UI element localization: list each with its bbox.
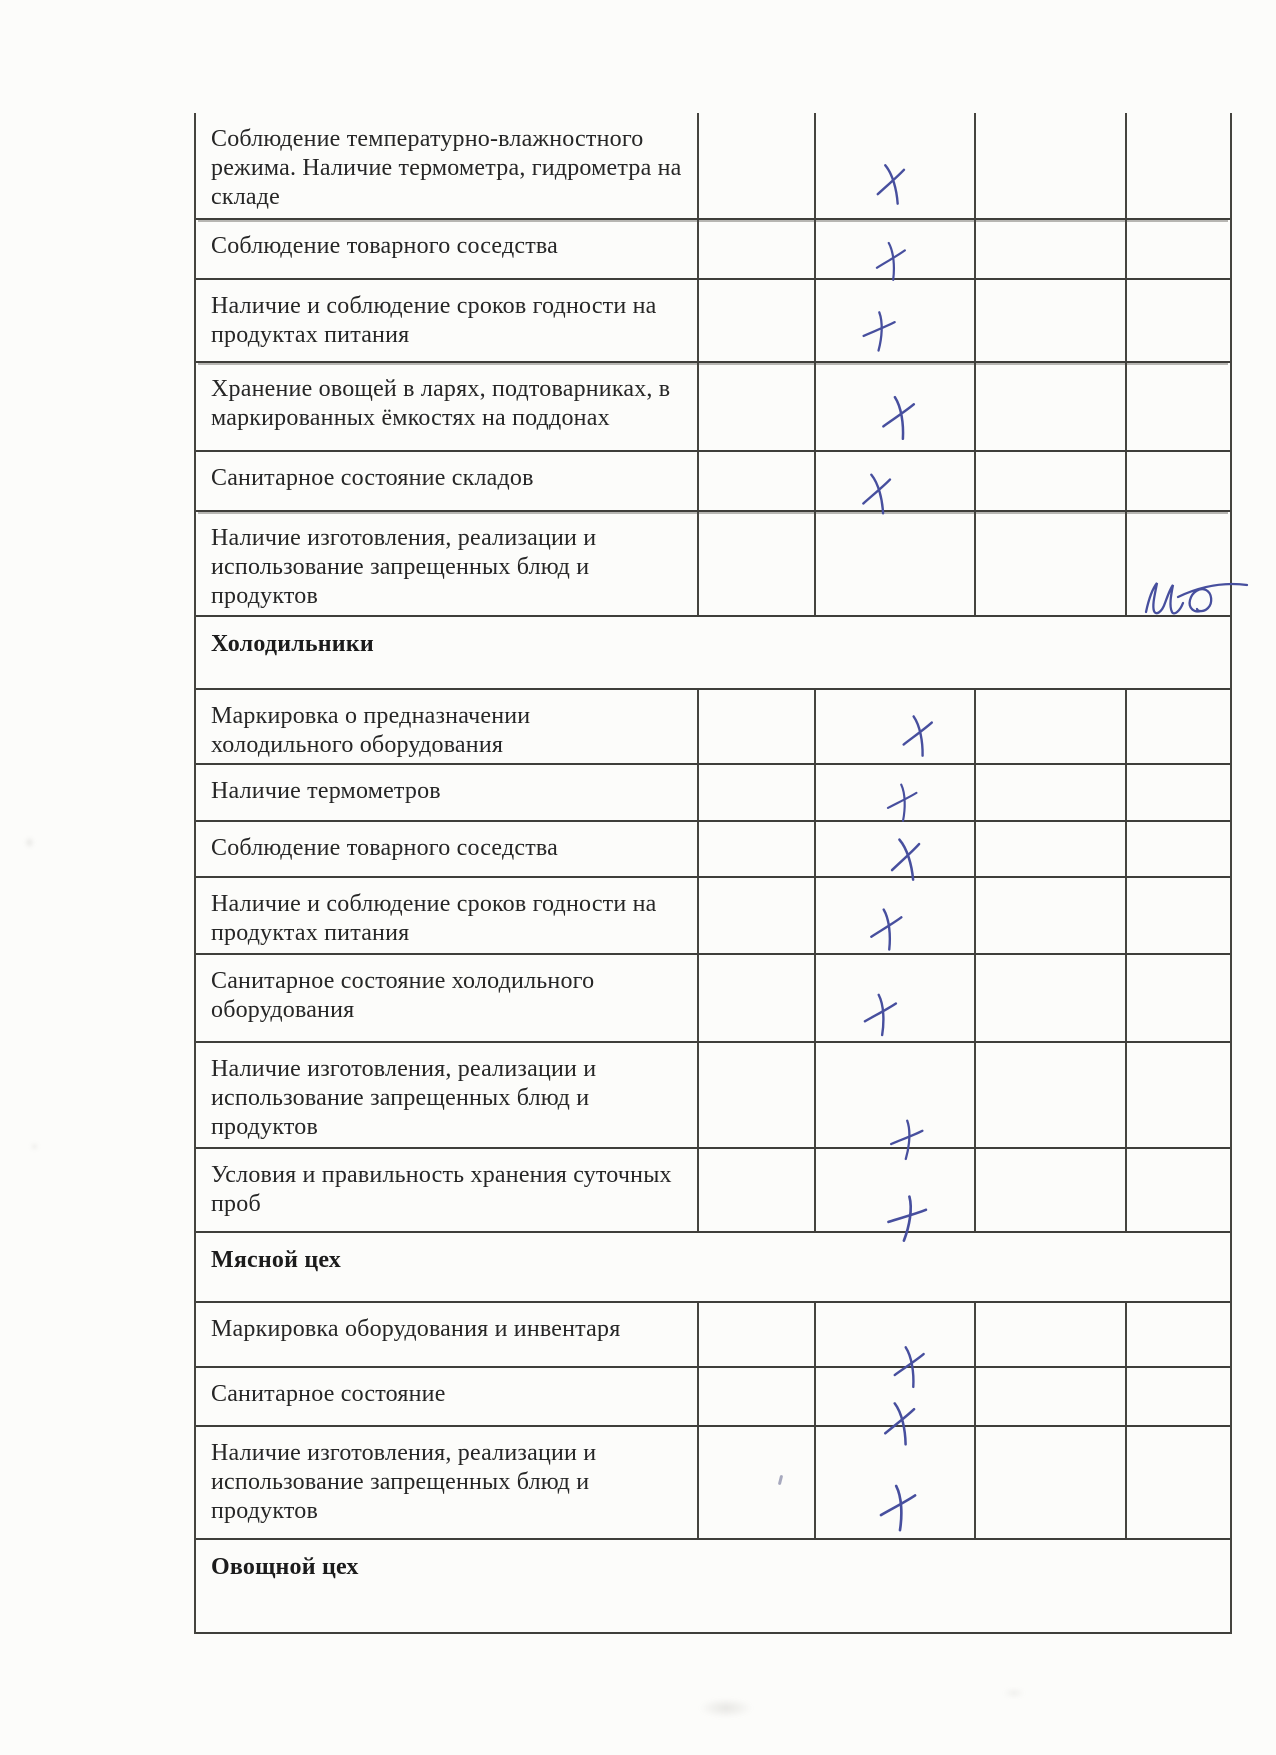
check-cell bbox=[816, 280, 976, 361]
criterion-cell bbox=[196, 878, 699, 953]
criterion-cell bbox=[196, 452, 699, 510]
criterion-text: Маркировка о предназначении холодильного оборудования bbox=[211, 703, 531, 758]
criterion-text: Наличие и соблюдение сроков годности на продуктах питания bbox=[211, 293, 657, 348]
criterion-cell bbox=[196, 1368, 699, 1425]
result-cell-1 bbox=[699, 1149, 816, 1231]
section-header-cell bbox=[196, 1233, 1230, 1301]
criterion-text: Наличие изготовления, реализации и использование запрещенных блюд и продуктов bbox=[211, 525, 597, 609]
result-cell-1 bbox=[699, 690, 816, 763]
result-cell-1 bbox=[699, 220, 816, 278]
result-cell-1 bbox=[699, 1427, 816, 1538]
table-row bbox=[196, 1043, 1230, 1149]
criterion-cell bbox=[196, 1043, 699, 1147]
check-cell bbox=[816, 113, 976, 218]
criterion-text: Санитарное состояние складов bbox=[211, 465, 534, 491]
check-cell bbox=[816, 363, 976, 450]
note-cell bbox=[1127, 878, 1230, 953]
check-cell bbox=[816, 1149, 976, 1231]
result-cell-3 bbox=[976, 765, 1127, 820]
result-cell-1 bbox=[699, 1368, 816, 1425]
result-cell-1 bbox=[699, 878, 816, 953]
result-cell-1 bbox=[699, 512, 816, 615]
criterion-text: Маркировка оборудования и инвентаря bbox=[211, 1316, 621, 1342]
result-cell-3 bbox=[976, 363, 1127, 450]
note-cell bbox=[1127, 1043, 1230, 1147]
table-row bbox=[196, 1303, 1230, 1368]
criterion-cell bbox=[196, 690, 699, 763]
stray-ink-mark bbox=[778, 1475, 783, 1485]
note-cell bbox=[1127, 765, 1230, 820]
note-cell bbox=[1127, 280, 1230, 361]
note-cell bbox=[1127, 220, 1230, 278]
result-cell-1 bbox=[699, 1043, 816, 1147]
check-cell bbox=[816, 1303, 976, 1366]
inspection-table bbox=[194, 113, 1232, 1634]
result-cell-1 bbox=[699, 452, 816, 510]
note-cell bbox=[1127, 113, 1230, 218]
result-cell-3 bbox=[976, 1368, 1127, 1425]
criterion-cell bbox=[196, 512, 699, 615]
criterion-cell bbox=[196, 1427, 699, 1538]
criterion-text: Условия и правильность хранения суточных проб bbox=[211, 1162, 672, 1217]
note-cell bbox=[1127, 452, 1230, 510]
criterion-text: Наличие изготовления, реализации и использование запрещенных блюд и продуктов bbox=[211, 1056, 597, 1140]
section-header-row bbox=[196, 617, 1230, 690]
handwritten-note bbox=[1139, 570, 1264, 622]
result-cell-3 bbox=[976, 1043, 1127, 1147]
table-row bbox=[196, 822, 1230, 878]
table-row bbox=[196, 955, 1230, 1043]
result-cell-3 bbox=[976, 1149, 1127, 1231]
result-cell-3 bbox=[976, 690, 1127, 763]
table-row bbox=[196, 512, 1230, 617]
section-header-row bbox=[196, 1540, 1230, 1634]
scan-smudge bbox=[30, 1142, 39, 1151]
note-cell bbox=[1127, 1427, 1230, 1538]
scan-smudge bbox=[1000, 1686, 1028, 1700]
result-cell-3 bbox=[976, 1427, 1127, 1538]
note-cell bbox=[1127, 1303, 1230, 1366]
note-cell bbox=[1127, 955, 1230, 1041]
result-cell-3 bbox=[976, 113, 1127, 218]
result-cell-3 bbox=[976, 452, 1127, 510]
section-header-text: Холодильники bbox=[211, 631, 374, 657]
check-cell bbox=[816, 512, 976, 615]
criterion-text: Соблюдение товарного соседства bbox=[211, 233, 558, 259]
check-cell bbox=[816, 955, 976, 1041]
check-cell bbox=[816, 878, 976, 953]
table-row bbox=[196, 363, 1230, 452]
criterion-text: Соблюдение товарного соседства bbox=[211, 835, 558, 861]
table-row bbox=[196, 690, 1230, 765]
scan-smudge bbox=[690, 1695, 762, 1721]
check-cell bbox=[816, 220, 976, 278]
section-header-cell bbox=[196, 617, 1230, 688]
result-cell-3 bbox=[976, 822, 1127, 876]
check-cell bbox=[816, 1043, 976, 1147]
check-cell bbox=[816, 690, 976, 763]
check-cell bbox=[816, 1427, 976, 1538]
result-cell-1 bbox=[699, 1303, 816, 1366]
result-cell-1 bbox=[699, 765, 816, 820]
note-cell bbox=[1127, 1149, 1230, 1231]
check-cell bbox=[816, 452, 976, 510]
note-cell bbox=[1127, 690, 1230, 763]
result-cell-3 bbox=[976, 280, 1127, 361]
table-row bbox=[196, 1149, 1230, 1233]
table-row bbox=[196, 878, 1230, 955]
table-row bbox=[196, 113, 1230, 220]
scan-smudge bbox=[24, 836, 35, 849]
criterion-cell bbox=[196, 1303, 699, 1366]
table-row bbox=[196, 765, 1230, 822]
section-header-text: Мясной цех bbox=[211, 1247, 341, 1273]
result-cell-1 bbox=[699, 280, 816, 361]
criterion-cell bbox=[196, 363, 699, 450]
section-header-cell bbox=[196, 1540, 1230, 1632]
criterion-cell bbox=[196, 765, 699, 820]
table-row bbox=[196, 220, 1230, 280]
check-cell bbox=[816, 1368, 976, 1425]
criterion-text: Наличие изготовления, реализации и использование запрещенных блюд и продуктов bbox=[211, 1440, 597, 1524]
criterion-text: Хранение овощей в ларях, подтоварниках, в маркированных ёмкостях на поддонах bbox=[211, 376, 671, 431]
criterion-cell bbox=[196, 220, 699, 278]
table-row bbox=[196, 1368, 1230, 1427]
table-row bbox=[196, 280, 1230, 363]
criterion-cell bbox=[196, 822, 699, 876]
note-cell bbox=[1127, 363, 1230, 450]
check-cell bbox=[816, 822, 976, 876]
section-header-text: Овощной цех bbox=[211, 1554, 359, 1580]
result-cell-3 bbox=[976, 512, 1127, 615]
criterion-text: Наличие термометров bbox=[211, 778, 441, 804]
result-cell-3 bbox=[976, 955, 1127, 1041]
table-row bbox=[196, 1427, 1230, 1540]
criterion-text: Санитарное состояние холодильного оборудования bbox=[211, 968, 595, 1023]
result-cell-1 bbox=[699, 363, 816, 450]
note-cell bbox=[1127, 1368, 1230, 1425]
result-cell-1 bbox=[699, 113, 816, 218]
criterion-text: Соблюдение температурно-влажностного режима. Наличие термометра, гидрометра на складе bbox=[211, 126, 682, 210]
note-cell bbox=[1127, 822, 1230, 876]
criterion-cell bbox=[196, 1149, 699, 1231]
result-cell-1 bbox=[699, 822, 816, 876]
result-cell-1 bbox=[699, 955, 816, 1041]
table-row bbox=[196, 452, 1230, 512]
criterion-cell bbox=[196, 280, 699, 361]
check-cell bbox=[816, 765, 976, 820]
section-header-row bbox=[196, 1233, 1230, 1303]
criterion-cell bbox=[196, 955, 699, 1041]
result-cell-3 bbox=[976, 220, 1127, 278]
note-cell bbox=[1127, 512, 1230, 615]
result-cell-3 bbox=[976, 1303, 1127, 1366]
criterion-text: Наличие и соблюдение сроков годности на продуктах питания bbox=[211, 891, 657, 946]
result-cell-3 bbox=[976, 878, 1127, 953]
criterion-cell bbox=[196, 113, 699, 218]
criterion-text: Санитарное состояние bbox=[211, 1381, 446, 1407]
